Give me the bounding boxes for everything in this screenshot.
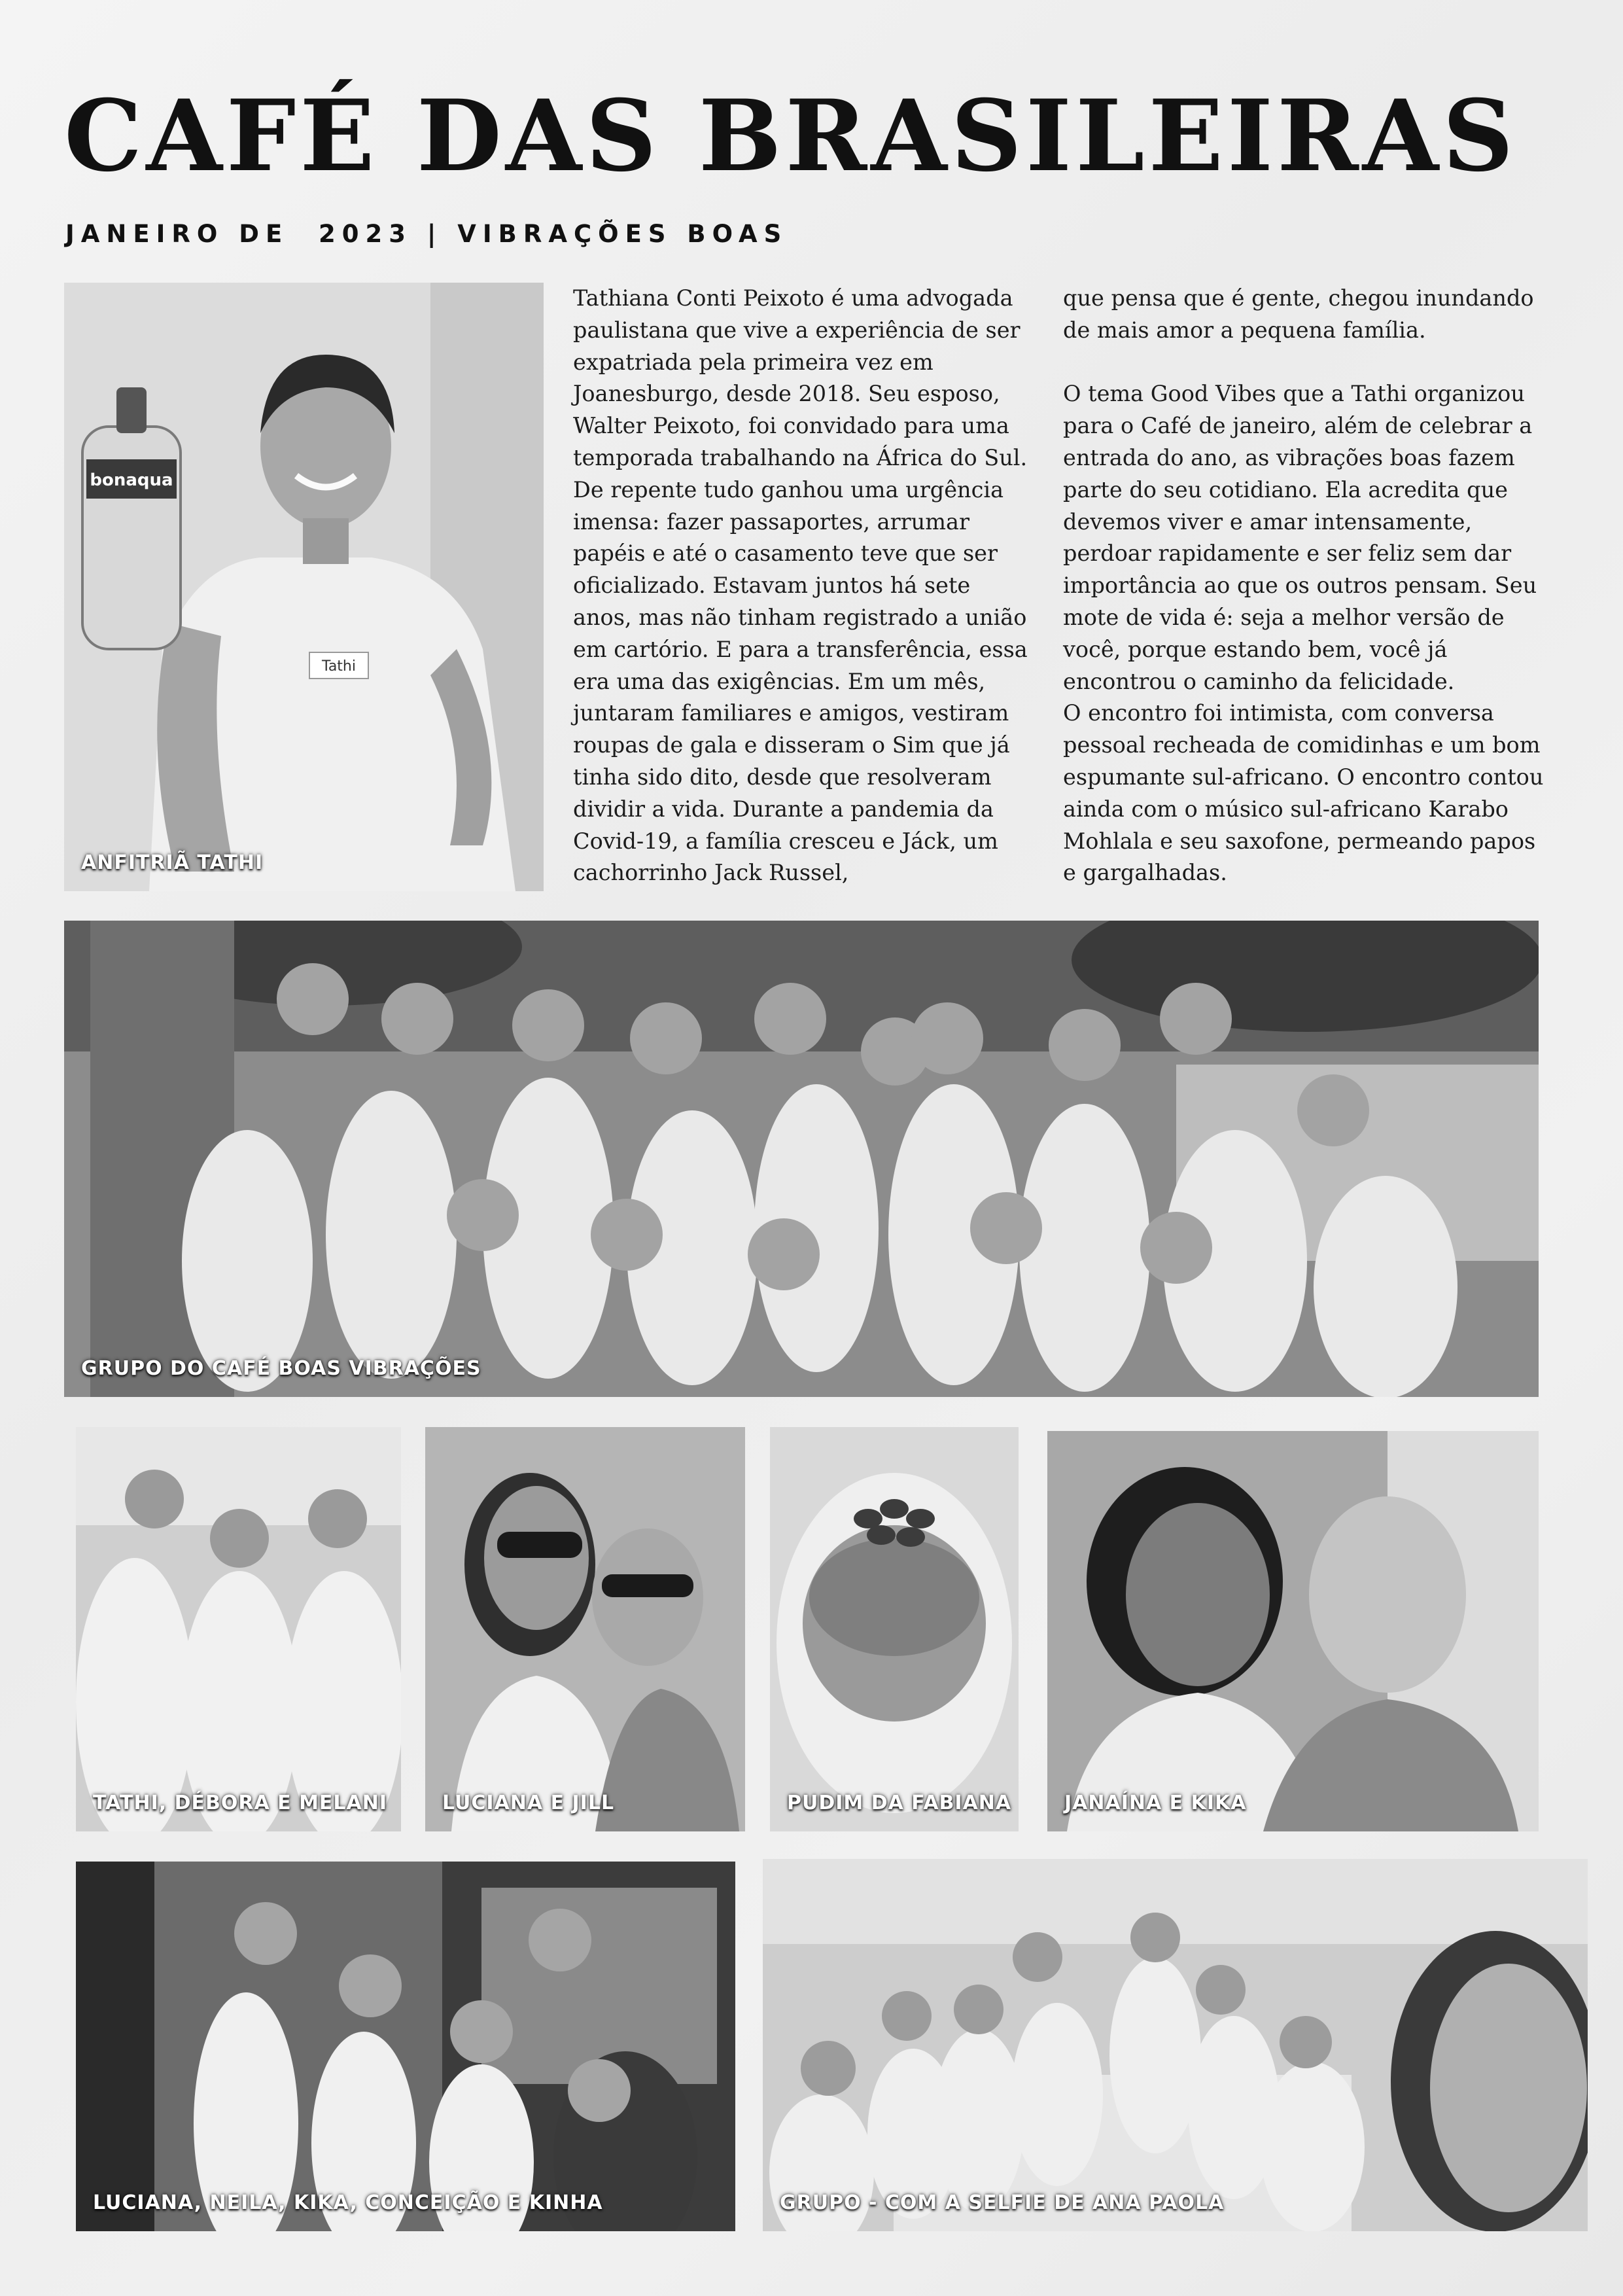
- duo2-photo-illustration: [1047, 1431, 1539, 1831]
- page-subtitle: JANEIRO DE 2023 | VIBRAÇÕES BOAS: [65, 220, 788, 248]
- page-title: CAFÉ DAS BRASILEIRAS: [64, 79, 1518, 194]
- photo-trio: [76, 1427, 401, 1831]
- selfie-photo-illustration: [763, 1859, 1588, 2231]
- bottle-label: bonaqua: [90, 470, 173, 490]
- photo-caption: PUDIM DA FABIANA: [787, 1792, 1012, 1814]
- pudding-photo-illustration: [770, 1427, 1019, 1831]
- article-paragraph: Tathiana Conti Peixoto é uma advogada paulistana que vive a experiência de ser expatriada pela primeira vez em Joanesburgo, desde 2018. Seu esposo, Walter Peixoto, foi convidado para uma temporada trabalhando na África do Sul. De repente tudo ganhou uma urgência imensa: fazer passaportes, arrumar papéis e até o casamento teve que ser oficializado. Estavam juntos há sete anos, mas não tinham registrado a união em cartório. E para a transferência, essa era uma das exigências. Em um mês, juntaram familiares e amigos, vestiram roupas de gala e disseram o Sim que já tinha sido dito, desde que resolveram dividir a vida. Durante a pandemia da Covid-19, a família cresceu e Jáck, um cachorrinho Jack Russel,: [573, 285, 1028, 886]
- host-photo-illustration: [64, 283, 544, 891]
- photo-caption: GRUPO DO CAFÉ BOAS VIBRAÇÕES: [81, 1357, 481, 1380]
- article-paragraph: O encontro foi intimista, com conversa pessoal recheada de comidinhas e um bom espumante sul-africano. O encontro contou ainda com o músico sul-africano Karabo Mohlala e seu saxofone, permeando papos e gargalhadas.: [1063, 700, 1544, 886]
- photo-pudding: [770, 1427, 1019, 1831]
- article-column-1: [573, 283, 1031, 889]
- photo-caption: TATHI, DÉBORA E MELANI: [93, 1792, 388, 1814]
- photo-selfie: [763, 1859, 1588, 2231]
- article-paragraph: que pensa que é gente, chegou inundando de mais amor a pequena família.: [1063, 285, 1534, 343]
- duo1-photo-illustration: [425, 1427, 745, 1831]
- photo-caption: LUCIANA E JILL: [442, 1792, 615, 1814]
- photo-caption: ANFITRIÃ TATHI: [81, 851, 264, 874]
- article-paragraph: O tema Good Vibes que a Tathi organizou para o Café de janeiro, além de celebrar a entrada do ano, as vibrações boas fazem parte do seu cotidiano. Ela acredita que devemos viver e amar intensamente, perdoar rapidamente e ser feliz sem dar importância ao que os outros pensam. Seu mote de vida é: seja a melhor versão de você, porque estando bem, você já encontrou o caminho da felicidade.: [1063, 381, 1537, 694]
- photo-duo-1: [425, 1427, 745, 1831]
- five-photo-illustration: [76, 1862, 735, 2231]
- group-photo-illustration: [64, 921, 1539, 1397]
- photo-caption: LUCIANA, NEILA, KIKA, CONCEIÇÃO E KINHA: [93, 2191, 603, 2214]
- photo-duo-2: [1047, 1431, 1539, 1831]
- photo-caption: JANAÍNA E KIKA: [1064, 1792, 1247, 1814]
- photo-caption: GRUPO - COM A SELFIE DE ANA PAOLA: [780, 2191, 1225, 2214]
- trio-photo-illustration: [76, 1427, 401, 1831]
- article-column-2: [1063, 283, 1547, 889]
- photo-host: [64, 283, 544, 891]
- name-tag: Tathi: [322, 658, 356, 675]
- photo-group: [64, 921, 1539, 1397]
- photo-five: [76, 1862, 735, 2231]
